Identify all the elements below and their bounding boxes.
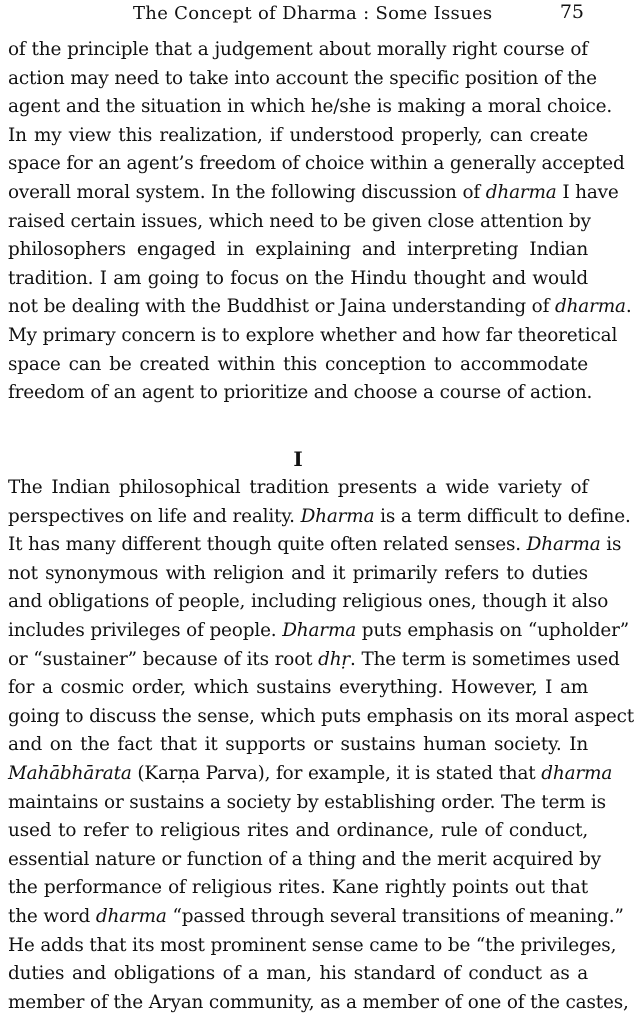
text-line: essential nature or function of a thing and the merit acquired by [8, 848, 601, 870]
text-line: tradition. I am going to focus on the Hindu thought and would [8, 267, 588, 289]
text-line: The Indian philosophical tradition presents a wide variety of [8, 477, 589, 498]
paragraph-1 [8, 36, 632, 408]
text-line: not be dealing with the Buddhist or Jaina understanding of dharma. [8, 296, 632, 318]
text-line: In my view this realization, if understood properly, can create [8, 124, 588, 146]
text-line: space can be created within this conception to accommodate [8, 353, 588, 375]
text-line: member of the Aryan community, as a member of one of the castes, [8, 991, 629, 1013]
page-header [8, 0, 588, 30]
text-line: action may need to take into account the specific position of the [8, 67, 597, 89]
text-line: going to discuss the sense, which puts emphasis on its moral aspect [8, 705, 634, 727]
text-line: It has many different though quite often related senses. Dharma is [8, 534, 622, 556]
text-line: and on the fact that it supports or sustains human society. In [8, 734, 589, 756]
text-line: for a cosmic order, which sustains everything. However, I am [8, 677, 589, 699]
text-line: raised certain issues, which need to be given close attention by [8, 210, 591, 232]
text-line: the word dharma “passed through several transitions of meaning.” [8, 905, 624, 927]
text-line: and obligations of people, including religious ones, though it also [8, 591, 609, 613]
text-line: Mahābhārata (Karṇa Parva), for example, it is stated that dharma [8, 762, 613, 784]
running-title: The Concept of Dharma : Some Issues [133, 3, 493, 24]
text-line: perspectives on life and reality. Dharma is a term difficult to define. [8, 505, 631, 527]
text-line: maintains or sustains a society by establishing order. The term is [8, 791, 606, 813]
page-number: 75 [559, 1, 584, 23]
section-number: I [293, 447, 303, 471]
text-line: duties and obligations of a man, his standard of conduct as a [8, 963, 589, 985]
text-line: My primary concern is to explore whether and how far theoretical [8, 324, 618, 346]
text-line: or “sustainer” because of its root dhṛ. The term is sometimes used [8, 648, 620, 670]
text-line: not synonymous with religion and it primarily refers to duties [8, 562, 588, 584]
text-line: agent and the situation in which he/she is making a moral choice. [8, 96, 613, 118]
text-line: includes privileges of people. Dharma puts emphasis on “upholder” [8, 619, 629, 641]
text-line: overall moral system. In the following discussion of dharma I have [8, 181, 619, 203]
text-line: the performance of religious rites. Kane rightly points out that [8, 877, 588, 899]
text-line: philosophers engaged in explaining and interpreting Indian [8, 239, 589, 261]
text-line: freedom of an agent to prioritize and choose a course of action. [8, 382, 593, 404]
text-line: space for an agent’s freedom of choice within a generally accepted [8, 153, 625, 175]
text-line: of the principle that a judgement about morally right course of [8, 39, 588, 60]
text-line: used to refer to religious rites and ordinance, rule of conduct, [8, 820, 589, 842]
text-line: He adds that its most prominent sense came to be “the privileges, [8, 934, 617, 956]
paragraph-2 [8, 474, 634, 1017]
